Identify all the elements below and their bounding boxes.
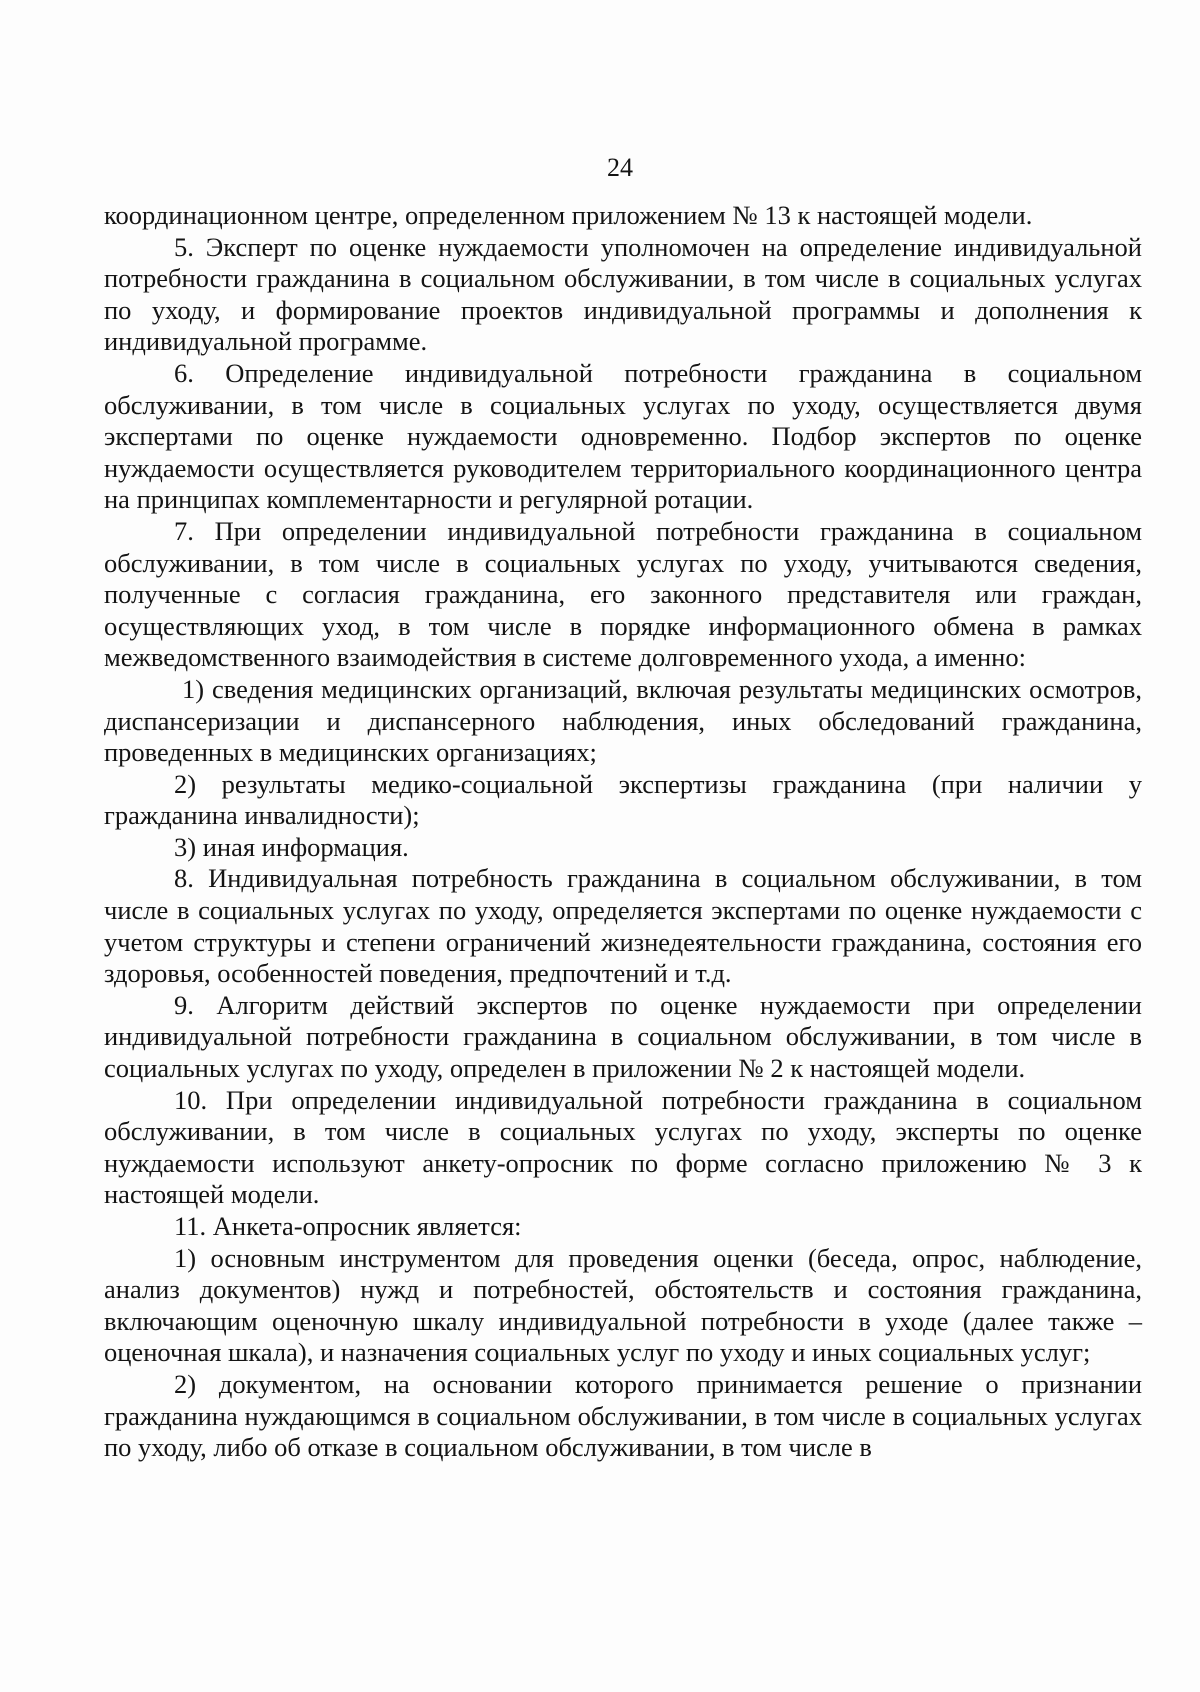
paragraph-11: 11. Анкета-опросник является: bbox=[174, 1211, 522, 1241]
paragraph-10: 10. При определении индивидуальной потребности гражданина в социальном обслуживании, в том числе в социальных услугах по уходу, эксперты по оценке нуждаемости используют анкету-опросник по форме согласно приложению № 3 к настоящей модели. bbox=[104, 1084, 1142, 1210]
paragraph-7-item-3: 3) иная информация. bbox=[174, 831, 409, 862]
paragraph-11-item-1: 1) основным инструментом для проведения оценки (беседа, опрос, наблюдение, анализ документов) нужд и потребностей, обстоятельств и состояния гражданина, включающим оценочную шкалу индивидуальной потребности в уходе (далее также – оценочная шкала), и назначения социальных услуг по уходу и иных социальных услуг; bbox=[104, 1242, 1142, 1368]
paragraph-8: 8. Индивидуальная потребность гражданина в социальном обслуживании, в том числе в социальных услугах по уходу, определяется экспертами по оценке нуждаемости с учетом структуры и степени ограничений жизнедеятельности гражданина, состояния его здоровья, особенностей поведения, предпочтений и т.д. bbox=[104, 863, 1142, 989]
paragraph-continuation: координационном центре, определенном приложением № 13 к настоящей модели. bbox=[104, 200, 1033, 230]
paragraph-5: 5. Эксперт по оценке нуждаемости уполномочен на определение индивидуальной потребности гражданина в социальном обслуживании, в том числе в социальных услугах по уходу, и формирование проектов индивидуальной программы и дополнения к индивидуальной программе. bbox=[104, 231, 1142, 357]
paragraph-7: 7. При определении индивидуальной потребности гражданина в социальном обслуживании, в том числе в социальных услугах по уходу, учитываются сведения, полученные с согласия гражданина, его законного представителя или граждан, осуществляющих уход, в том числе в порядке информационного обмена в рамках межведомственного взаимодействия в системе долговременного ухода, а именно: bbox=[104, 515, 1142, 673]
page-number: 24 bbox=[607, 153, 633, 182]
paragraph-7-item-1: 1) сведения медицинских организаций, включая результаты медицинских осмотров, диспансеризации и диспансерного наблюдения, иных обследований гражданина, проведенных в медицинских организациях; bbox=[104, 673, 1142, 768]
paragraph-11-item-2: 2) документом, на основании которого принимается решение о признании гражданина нуждающимся в социальном обслуживании, в том числе в социальных услугах по уходу, либо об отказе в социальном обслуживании, в том числе в bbox=[104, 1368, 1142, 1463]
document-body bbox=[104, 200, 1142, 1464]
paragraph-9: 9. Алгоритм действий экспертов по оценке нуждаемости при определении индивидуальной потребности гражданина в социальном обслуживании, в том числе в социальных услугах по уходу, определен в приложении № 2 к настоящей модели. bbox=[104, 989, 1142, 1084]
paragraph-7-item-2: 2) результаты медико-социальной экспертизы гражданина (при наличии у гражданина инвалидности); bbox=[104, 768, 1142, 831]
paragraph-6: 6. Определение индивидуальной потребности гражданина в социальном обслуживании, в том числе в социальных услугах по уходу, осуществляется двумя экспертами по оценке нуждаемости одновременно. Подбор экспертов по оценке нуждаемости осуществляется руководителем территориального координационного центра на принципах комплементарности и регулярной ротации. bbox=[104, 357, 1142, 515]
